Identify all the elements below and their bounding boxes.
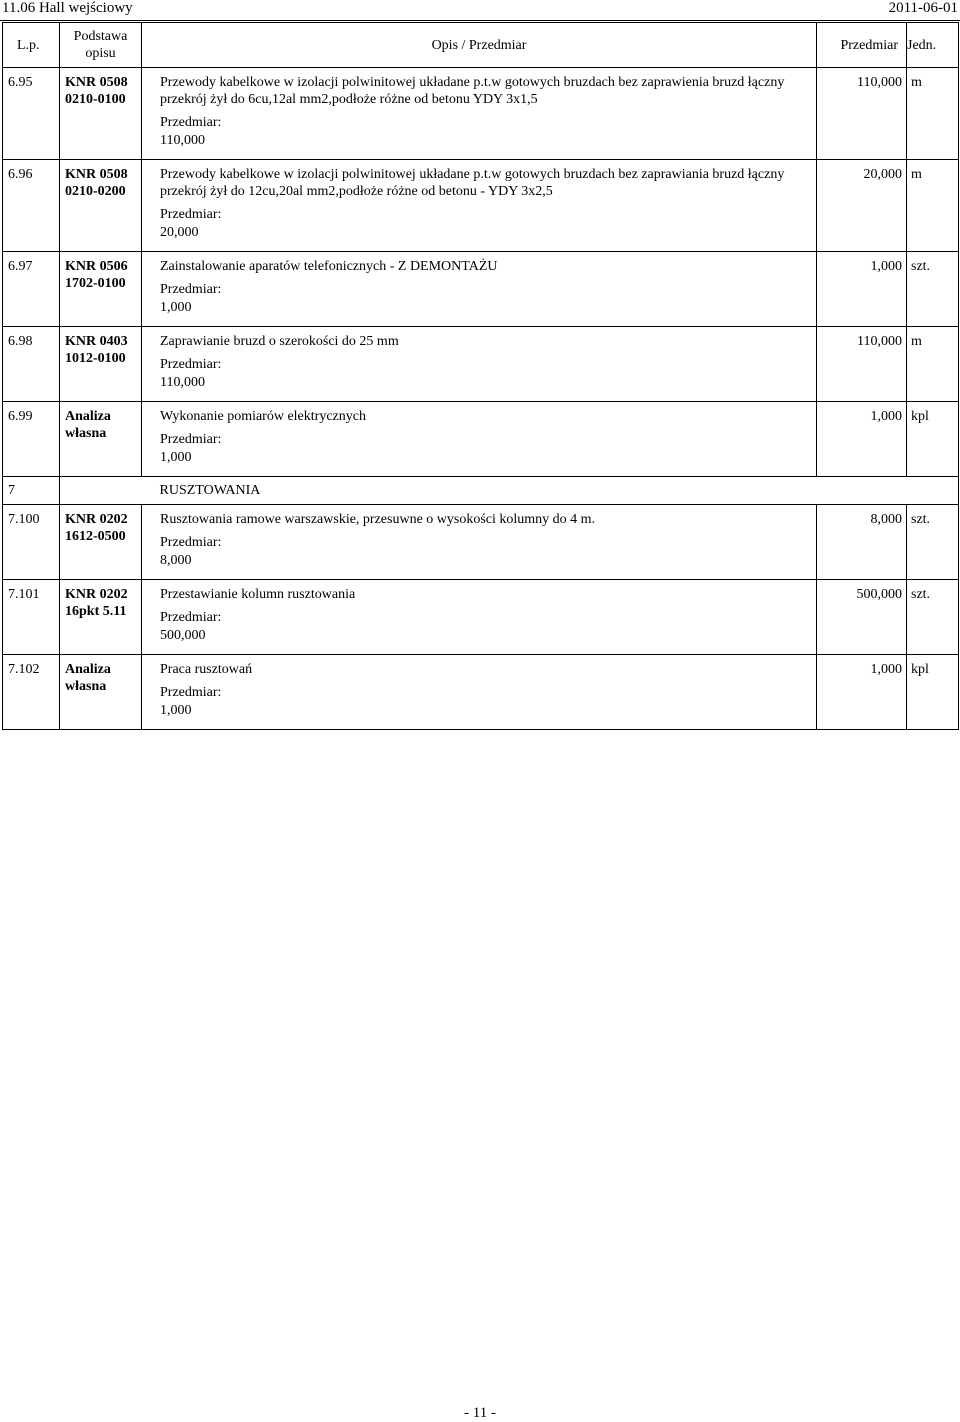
header-podstawa: Podstawa opisu	[60, 23, 142, 68]
row-opis: Praca rusztowań Przedmiar: 1,000	[142, 655, 817, 730]
przedmiar-label: Przedmiar:	[160, 115, 222, 130]
przedmiar-label: Przedmiar:	[160, 610, 222, 625]
przedmiar-calc: 8,000	[160, 553, 192, 568]
row-jedn: m	[907, 68, 959, 160]
przedmiar-calc: 1,000	[160, 450, 192, 465]
header-lp: L.p.	[3, 23, 60, 68]
przedmiar-calc: 110,000	[160, 375, 205, 390]
row-jedn: szt.	[907, 505, 959, 580]
table-row	[3, 160, 959, 252]
row-lp: 6.96	[3, 160, 60, 252]
przedmiar-label: Przedmiar:	[160, 535, 222, 550]
table-row	[3, 505, 959, 580]
row-ilosc: 8,000	[817, 505, 907, 580]
row-opis: Wykonanie pomiarów elektrycznych Przedmiar: 1,000	[142, 402, 817, 477]
row-podstawa: KNR 0508 0210-0200	[60, 160, 142, 252]
table-row	[3, 252, 959, 327]
przedmiar-label: Przedmiar:	[160, 282, 222, 297]
header-jedn: Jedn.	[907, 23, 959, 68]
table-row	[3, 655, 959, 730]
row-jedn: szt.	[907, 252, 959, 327]
row-lp: 7.100	[3, 505, 60, 580]
row-podstawa: Analiza własna	[60, 655, 142, 730]
section-row	[3, 477, 959, 505]
przedmiar-calc: 110,000	[160, 133, 205, 148]
row-podstawa: KNR 0508 0210-0100	[60, 68, 142, 160]
section-title: RUSZTOWANIA	[142, 477, 959, 505]
table-row	[3, 580, 959, 655]
przedmiar-label: Przedmiar:	[160, 432, 222, 447]
document-title: 11.06 Hall wejściowy	[2, 0, 133, 16]
row-ilosc: 500,000	[817, 580, 907, 655]
cost-table	[2, 22, 959, 730]
row-jedn: szt.	[907, 580, 959, 655]
row-lp: 6.97	[3, 252, 60, 327]
document-date: 2011-06-01	[888, 0, 958, 16]
page-number: - 11 -	[464, 1405, 496, 1421]
row-ilosc: 1,000	[817, 252, 907, 327]
row-opis: Przewody kabelkowe w izolacji polwinitowej układane p.t.w gotowych bruzdach bez zaprawiania bruzd łączny przekrój żył do 12cu,20al mm2,podłoże różne od betonu - YDY 3x2,5 Przedmiar: 20,000	[142, 160, 817, 252]
row-ilosc: 110,000	[817, 327, 907, 402]
row-lp: 7.101	[3, 580, 60, 655]
table-row	[3, 402, 959, 477]
section-number: 7	[3, 477, 60, 505]
row-ilosc: 1,000	[817, 402, 907, 477]
row-ilosc: 110,000	[817, 68, 907, 160]
row-lp: 6.95	[3, 68, 60, 160]
table-row	[3, 327, 959, 402]
row-podstawa: KNR 0202 1612-0500	[60, 505, 142, 580]
row-opis: Rusztowania ramowe warszawskie, przesuwne o wysokości kolumny do 4 m. Przedmiar: 8,000	[142, 505, 817, 580]
row-ilosc: 20,000	[817, 160, 907, 252]
przedmiar-calc: 1,000	[160, 300, 192, 315]
row-jedn: m	[907, 327, 959, 402]
row-lp: 6.98	[3, 327, 60, 402]
header-divider	[0, 20, 960, 21]
row-ilosc: 1,000	[817, 655, 907, 730]
row-opis: Przewody kabelkowe w izolacji polwinitowej układane p.t.w gotowych bruzdach bez zaprawienia bruzd łączny przekrój żył do 6cu,12al mm2,podłoże różne od betonu YDY 3x1,5 Przedmiar: 110,000	[142, 68, 817, 160]
przedmiar-label: Przedmiar:	[160, 357, 222, 372]
row-podstawa: Analiza własna	[60, 402, 142, 477]
przedmiar-label: Przedmiar:	[160, 207, 222, 222]
row-jedn: kpl	[907, 655, 959, 730]
row-lp: 6.99	[3, 402, 60, 477]
row-podstawa: KNR 0403 1012-0100	[60, 327, 142, 402]
header-opis: Opis / Przedmiar	[142, 23, 817, 68]
przedmiar-calc: 500,000	[160, 628, 206, 643]
header-przedmiar: Przedmiar	[817, 23, 907, 68]
table-row	[3, 68, 959, 160]
przedmiar-calc: 20,000	[160, 225, 199, 240]
row-jedn: m	[907, 160, 959, 252]
row-opis: Zainstalowanie aparatów telefonicznych - Z DEMONTAŻU Przedmiar: 1,000	[142, 252, 817, 327]
przedmiar-calc: 1,000	[160, 703, 192, 718]
przedmiar-label: Przedmiar:	[160, 685, 222, 700]
row-podstawa: KNR 0202 16pkt 5.11	[60, 580, 142, 655]
row-opis: Przestawianie kolumn rusztowania Przedmiar: 500,000	[142, 580, 817, 655]
row-podstawa: KNR 0506 1702-0100	[60, 252, 142, 327]
row-jedn: kpl	[907, 402, 959, 477]
row-opis: Zaprawianie bruzd o szerokości do 25 mm Przedmiar: 110,000	[142, 327, 817, 402]
table-header-row	[3, 23, 959, 68]
row-lp: 7.102	[3, 655, 60, 730]
